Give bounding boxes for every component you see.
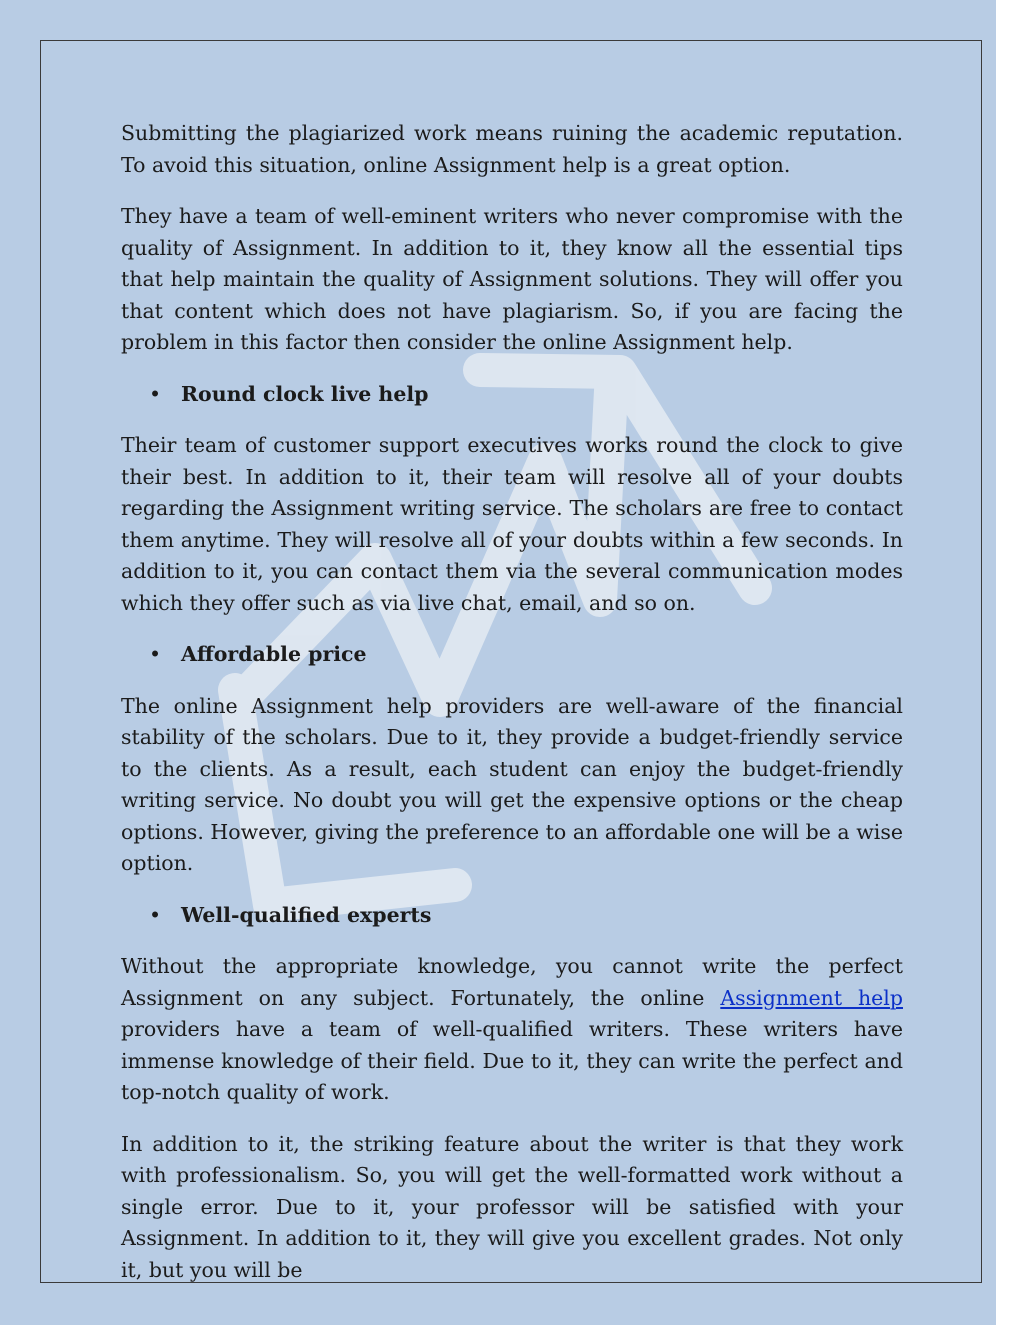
assignment-help-link[interactable]: Assignment help [720,985,903,1010]
bullet-icon: • [149,381,162,406]
paragraph-customer-support: Their team of customer support executives works round the clock to give their best. In addition to it, their team will resolve all of your doubts regarding the Assignment writing service. The scholars are free to contact them anytime. They will resolve all of your doubts within a few seconds. In addition to it, you can contact them via the several communication modes which they offer such as via live chat, email, and so on. [121,433,903,615]
paragraph-pricing: The online Assignment help providers are well-aware of the financial stability of the scholars. Due to it, they provide a budget-friendly service to the clients. As a result, each student can enjoy the budget-friendly writing service. No doubt you will get the expensive options or the cheap options. However, giving the preference to an affordable one will be a wise option. [121,693,903,875]
heading-text: Well-qualified experts [181,902,432,927]
heading-text: Affordable price [181,642,367,666]
heading-affordable-price [121,639,903,671]
bullet-icon: • [149,902,162,927]
paragraph-text-after-link: providers have a team of well-qualified writers. These writers have immense knowledge of their field. Due to it, they can write the perfect and top-notch quality of work. [121,1017,903,1104]
heading-qualified-experts [121,900,903,932]
paragraph-plagiarism-intro: Submitting the plagiarized work means ruining the academic reputation. To avoid this situation, online Assignment help is a great option. [121,121,903,177]
heading-text: Round clock live help [181,381,429,406]
paragraph-text-before-link: Without the appropriate knowledge, you cannot write the perfect Assignment on any subject. Fortunately, the online [121,954,903,1010]
heading-round-clock-help [121,379,903,411]
document-body [121,118,903,1306]
paragraph-professionalism: In addition to it, the striking feature about the writer is that they work with professionalism. So, you will get the well-formatted work without a single error. Due to it, your professor will be satisfied with your Assignment. In addition to it, they will give you excellent grades. Not only it, but you will be [121,1131,903,1282]
paragraph-knowledge [121,951,903,1109]
paragraph-writers-team: They have a team of well-eminent writers who never compromise with the quality of Assignment. In addition to it, they know all the essential tips that help maintain the quality of Assignment solutions. They will offer you that content which does not have plagiarism. So, if you are facing the problem in this factor then consider the online Assignment help. [121,204,903,354]
bullet-icon: • [149,642,162,666]
